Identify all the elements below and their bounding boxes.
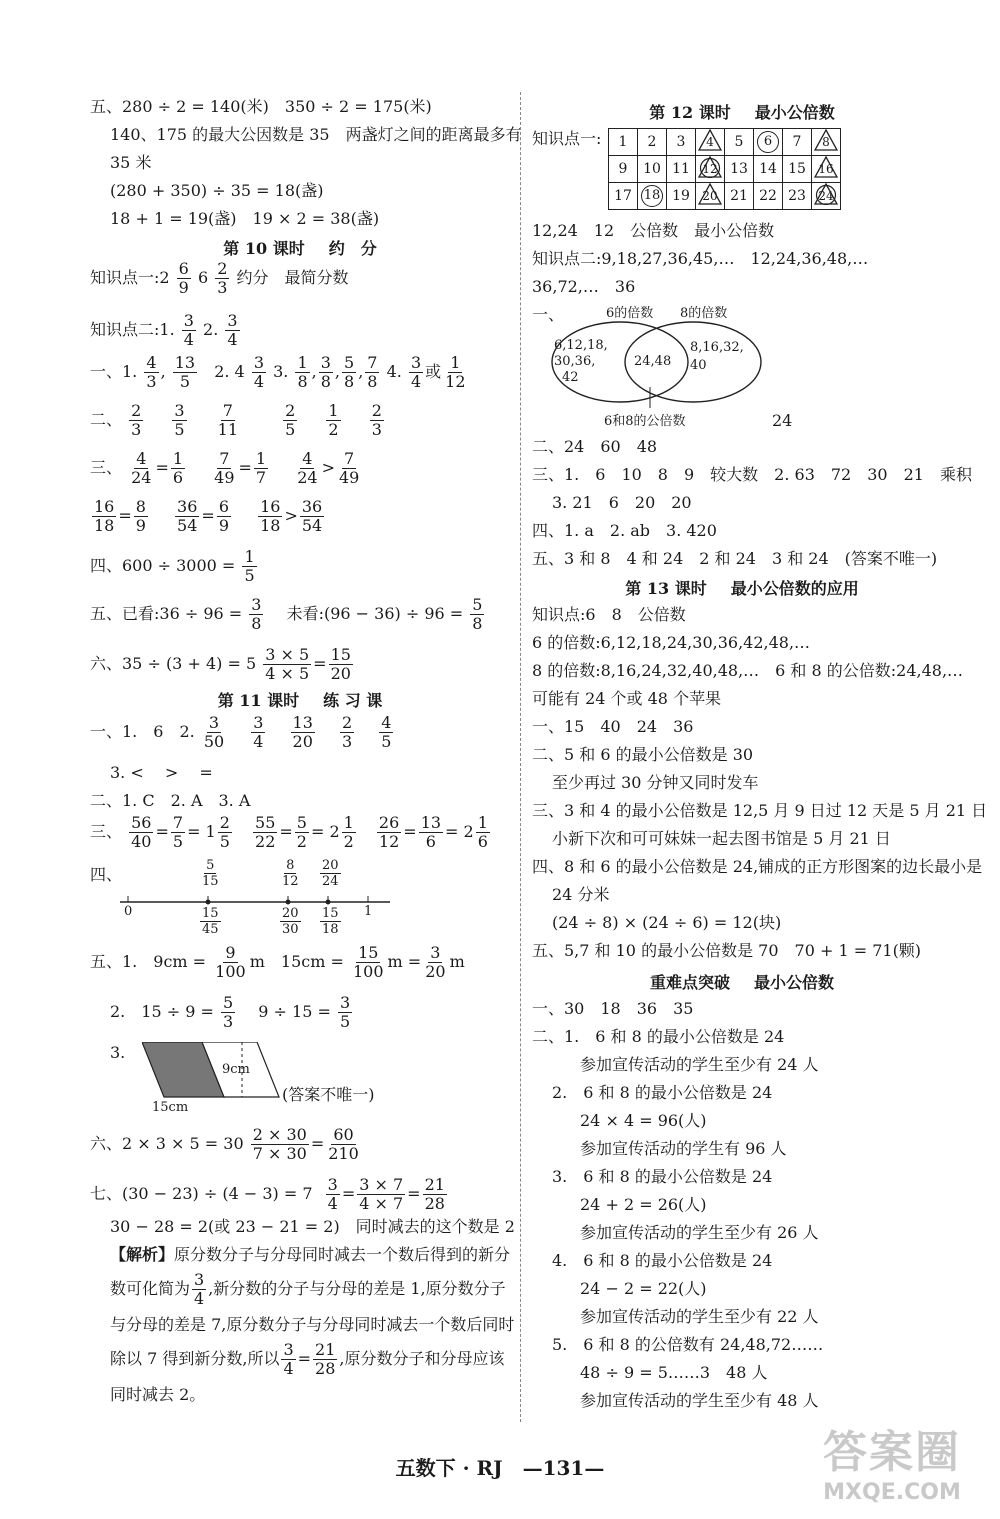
answer-line: 四、1. a 2. ab 3. 420 xyxy=(532,521,717,540)
fraction: $\frac{8}{12}$ xyxy=(282,858,299,889)
text: ,新分数的分子与分母的差是 1,原分数分子与分母的差是 7,原分数分子与分母同时减去一个数后同时除以 7 得到新分数,所以 xyxy=(110,1279,515,1368)
lesson-heading xyxy=(532,576,952,599)
text: 七、(30 − 23) ÷ (4 − 3) = 7 xyxy=(90,1184,313,1203)
text: 2. xyxy=(203,320,219,339)
text: 一、1. xyxy=(90,362,138,381)
fraction: $\frac{4}{3}$ xyxy=(146,353,157,391)
venn-answer: 24 xyxy=(772,411,793,430)
lesson-heading xyxy=(532,100,952,123)
question-6 xyxy=(90,646,355,683)
fraction: $\frac{3}{4}$ xyxy=(253,713,264,751)
fraction: $\frac{2}{3}$ xyxy=(371,401,382,439)
text: = xyxy=(341,1184,356,1203)
fraction: $\frac{5}{8}$ xyxy=(472,595,483,633)
right-column xyxy=(532,92,988,1422)
fraction: $\frac{20}{30}$ xyxy=(282,906,299,937)
fraction: $\frac{3}{5}$ xyxy=(174,401,185,439)
text: = xyxy=(310,1134,325,1153)
text: 一、1. 6 2. xyxy=(90,722,195,741)
grid-cell-triangle: 20 xyxy=(696,183,725,210)
grid-cell: 5 xyxy=(725,129,754,156)
question-4 xyxy=(90,548,259,585)
fraction: $\frac{26}{12}$ xyxy=(378,813,400,851)
fraction: $\frac{3}{4}$ xyxy=(410,353,422,391)
fraction: $\frac{16}{18}$ xyxy=(260,497,281,535)
practice-q5-2 xyxy=(110,994,354,1031)
fraction: $\frac{1}{6}$ xyxy=(172,449,184,487)
fraction: $\frac{4}{5}$ xyxy=(381,713,392,751)
fraction: $\frac{36}{54}$ xyxy=(177,497,198,535)
fraction: $\frac{9}{100}$ xyxy=(215,943,246,981)
answer-line: 可能有 24 个或 48 个苹果 xyxy=(532,689,722,708)
fraction: $\frac{3}{4}$ xyxy=(194,1270,205,1308)
fraction: $\frac{56}{40}$ xyxy=(131,813,152,851)
answer-line: 3. 6 和 8 的最小公倍数是 24 xyxy=(552,1167,773,1186)
answer-line: 36,72,… 36 xyxy=(532,277,636,296)
fraction: $\frac{8}{9}$ xyxy=(135,497,146,535)
knowledge-point-1 xyxy=(90,260,349,297)
fraction: $\frac{1}{8}$ xyxy=(297,353,308,391)
text: 知识点一:2 xyxy=(90,268,170,287)
text: 三、 xyxy=(90,458,123,477)
fraction: $\frac{2}{3}$ xyxy=(131,401,142,439)
text: 原分数分子与分母同时减去一个数后得到的新分数可化简为 xyxy=(110,1245,511,1298)
answer-line: 参加宣传活动的学生至少有 22 人 xyxy=(580,1307,819,1326)
text: 六、2 × 3 × 5 = 30 xyxy=(90,1134,244,1153)
lesson-title: 最小公倍数 xyxy=(754,973,835,992)
grid-cell-circle: 18 xyxy=(638,183,667,210)
text: = xyxy=(313,654,327,673)
text: m = xyxy=(387,952,422,971)
grid-cell: 15 xyxy=(783,156,812,183)
practice-q1-3: 3. < > = xyxy=(110,763,213,782)
fraction: $\frac{21}{28}$ xyxy=(424,1175,445,1213)
text: 三、 xyxy=(90,822,123,841)
fraction: $\frac{7}{8}$ xyxy=(367,353,378,391)
venn-label: 一、 xyxy=(532,305,565,324)
watermark-url: MXQE.COM xyxy=(823,1480,961,1505)
text: 二、 xyxy=(90,410,123,429)
fraction: $\frac{16}{18}$ xyxy=(94,497,115,535)
answer-line: 参加宣传活动的学生至少有 26 人 xyxy=(580,1223,819,1242)
grid-cell: 21 xyxy=(725,183,754,210)
fraction: $\frac{2}{5}$ xyxy=(219,813,230,851)
left-column xyxy=(90,92,522,1422)
answer-line: 3. 21 6 20 20 xyxy=(552,493,692,512)
dimension-label: 9cm xyxy=(222,1062,250,1077)
lesson-heading xyxy=(532,970,952,993)
answer-line: 24 + 2 = 26(人) xyxy=(580,1195,707,1214)
answer-line: 参加宣传活动的学生至少有 24 人 xyxy=(580,1055,819,1074)
answer-line: 2. 6 和 8 的最小公倍数是 24 xyxy=(552,1083,773,1102)
grid-cell: 2 xyxy=(638,129,667,156)
fraction: $\frac{3}{8}$ xyxy=(320,353,331,391)
parallelogram-figure xyxy=(142,1042,502,1122)
grid-cell: 22 xyxy=(754,183,783,210)
fraction: $\frac{4}{24}$ xyxy=(297,449,318,487)
grid-cell-triangle: 4 xyxy=(696,129,725,156)
column-divider xyxy=(520,92,521,1422)
fraction: $\frac{2}{3}$ xyxy=(342,713,353,751)
text: m xyxy=(449,952,465,971)
fraction: $\frac{3}{8}$ xyxy=(251,595,262,633)
number-grid xyxy=(608,128,841,210)
answer-line: 至少再过 30 分钟又同时发车 xyxy=(552,773,759,792)
fraction: $\frac{13}{5}$ xyxy=(174,353,196,391)
venn-set-label: 8的倍数 xyxy=(680,306,728,321)
answer-line: 四、8 和 6 的最小公倍数是 24,铺成的正方形图案的边长最小是 xyxy=(532,857,983,876)
lesson-heading xyxy=(90,236,510,259)
lesson-number: 第 13 课时 xyxy=(625,579,707,598)
answer-line: 6 的倍数:6,12,18,24,30,36,42,48,… xyxy=(532,633,811,652)
text: = xyxy=(155,458,169,477)
answer-line: 参加宣传活动的学生有 96 人 xyxy=(580,1139,787,1158)
knowledge-point-2 xyxy=(90,312,242,349)
grid-cell-triangle: 16 xyxy=(812,156,841,183)
lesson-number: 第 10 课时 xyxy=(223,239,305,258)
venn-text: 42 xyxy=(562,370,579,385)
fraction: $\frac{3}{4}$ xyxy=(283,1340,294,1378)
question-5 xyxy=(90,596,486,633)
fraction: $\frac{6}{9}$ xyxy=(218,497,229,535)
venn-text: 40 xyxy=(690,358,707,373)
knowledge-point-1-label: 知识点一: xyxy=(532,129,602,148)
tick-label: 0 xyxy=(124,904,133,919)
practice-q5-1 xyxy=(90,944,465,981)
text: = xyxy=(407,1184,421,1203)
lesson-title: 约 分 xyxy=(328,239,377,258)
venn-text: 30,36, xyxy=(554,354,596,369)
text: m 15cm = xyxy=(249,952,344,971)
fraction: $\frac{3}{4}$ xyxy=(227,311,238,349)
answer-line: 一、30 18 36 35 xyxy=(532,999,694,1018)
fraction: $\frac{1}{7}$ xyxy=(255,449,267,487)
grid-cell: 13 xyxy=(725,156,754,183)
lesson-number: 第 11 课时 xyxy=(217,691,300,710)
grid-cell: 11 xyxy=(667,156,696,183)
grid-cell: 17 xyxy=(609,183,638,210)
practice-q4-label: 四、 xyxy=(90,865,123,884)
answer-line: 48 ÷ 9 = 5……3 48 人 xyxy=(580,1363,768,1382)
fraction: $\frac{5}{2}$ xyxy=(296,813,307,851)
fraction: $\frac{3}{4}$ xyxy=(253,353,264,391)
watermark-text: 答案圈 xyxy=(823,1427,961,1478)
fraction: $\frac{7}{49}$ xyxy=(338,449,360,487)
fraction: $\frac{1}{5}$ xyxy=(244,547,255,585)
text: = xyxy=(297,1349,312,1368)
answer-line: 4. 6 和 8 的最小公倍数是 24 xyxy=(552,1251,773,1270)
question-3-row-1 xyxy=(90,450,363,487)
text: 六、35 ÷ (3 + 4) = 5 xyxy=(90,654,257,673)
text: > xyxy=(321,458,335,477)
practice-q5-3-label: 3. xyxy=(110,1043,126,1062)
answer-line: 五、280 ÷ 2 = 140(米) 350 ÷ 2 = 175(米) xyxy=(90,97,432,116)
answer-line: 参加宣传活动的学生至少有 48 人 xyxy=(580,1391,819,1410)
answer-line: 18 + 1 = 19(盏) 19 × 2 = 38(盏) xyxy=(110,209,380,228)
fraction: $\frac{36}{54}$ xyxy=(301,497,323,535)
analysis-tag: 【解析】 xyxy=(110,1245,175,1264)
number-line xyxy=(120,858,420,942)
grid-cell: 3 xyxy=(667,129,696,156)
fraction: $\frac{3}{4}$ xyxy=(183,311,194,349)
text: 五、已看:36 ÷ 96 = xyxy=(90,604,243,623)
question-2 xyxy=(90,402,386,439)
text: 4. xyxy=(386,362,402,381)
practice-q7 xyxy=(90,1176,449,1213)
text: = xyxy=(201,506,215,525)
answer-line: 小新下次和可可妹妹一起去图书馆是 5 月 21 日 xyxy=(552,829,891,848)
answer-line: (280 + 350) ÷ 35 = 18(盏) xyxy=(110,181,324,200)
answer-line: 8 的倍数:8,16,24,32,40,48,… 6 和 8 的公倍数:24,48,… xyxy=(532,661,964,680)
fraction: $\frac{1}{6}$ xyxy=(477,813,488,851)
text: 或 xyxy=(425,362,442,381)
answer-line: 二、5 和 6 的最小公倍数是 30 xyxy=(532,745,754,764)
fraction: $\frac{5}{15}$ xyxy=(202,858,219,889)
fraction: $\frac{1}{2}$ xyxy=(328,401,339,439)
question-1: 一、1. $\frac{4}{3}$ , $\frac{13}{5}$ 2. 4 $\frac{3}{4}$ 3. $\frac{1}{8}$ , $\frac{3}{8}$ , $\frac{5}{8}$ , $\frac{7}{8}$ 4. $\frac{3}{4}$ 或 $\frac{1}{12}$ xyxy=(90,353,466,391)
fraction: $\frac{1}{2}$ xyxy=(343,813,354,851)
answer-line: 12,24 12 公倍数 最小公倍数 xyxy=(532,221,775,240)
watermark-logo xyxy=(802,1416,982,1505)
answer-line: 五、3 和 8 4 和 24 2 和 24 3 和 24 (答案不唯一) xyxy=(532,549,938,568)
grid-cell: 7 xyxy=(783,129,812,156)
fraction: $\frac{15}{20}$ xyxy=(330,645,351,683)
practice-q3: 三、 $\frac{56}{40}$ = $\frac{7}{5}$ = 1 $\frac{2}{5}$ $\frac{55}{22}$ = $\frac{5}{2}$ = 2 $\frac{1}{2}$ $\frac{26}{12}$ = $\frac{13}{6}$ = 2 $\frac{1}{6}$ xyxy=(90,813,488,851)
answer-line: 二、24 60 48 xyxy=(532,437,658,456)
answer-line: 140、175 的最大公因数是 35 两盏灯之间的距离最多有 xyxy=(110,125,522,144)
grid-cell-circle: 6 xyxy=(754,129,783,156)
text: ,原分数分子和分母应该同时减去 2。 xyxy=(110,1349,505,1404)
text: 未看:(96 − 36) ÷ 96 = xyxy=(270,604,464,623)
fraction: $\frac{15}{18}$ xyxy=(322,906,339,937)
fraction: $\frac{7}{5}$ xyxy=(172,813,184,851)
venn-caption: 6和8的公倍数 xyxy=(604,414,686,429)
text: = xyxy=(238,458,252,477)
text: 9 ÷ 15 = xyxy=(242,1002,331,1021)
lesson-number: 第 12 课时 xyxy=(649,103,731,122)
text: 2. 4 xyxy=(214,362,245,381)
fraction: $\frac{15}{100}$ xyxy=(352,943,384,981)
answer-line: 5. 6 和 8 的公倍数有 24,48,72…… xyxy=(552,1335,824,1354)
text: = xyxy=(118,506,132,525)
grid-cell: 9 xyxy=(609,156,638,183)
answer-line: 三、3 和 4 的最小公倍数是 12,5 月 9 日过 12 天是 5 月 21 日 xyxy=(532,801,988,820)
answer-line: 一、15 40 24 36 xyxy=(532,717,694,736)
fraction: $\frac{13}{6}$ xyxy=(420,813,442,851)
fraction: $\frac{3}{20}$ xyxy=(425,943,446,981)
lesson-number: 重难点突破 xyxy=(649,973,730,992)
venn-set-label: 6的倍数 xyxy=(606,306,654,321)
fraction: $\frac{2}{5}$ xyxy=(285,401,296,439)
number-line-graphic xyxy=(120,862,420,942)
grid-cell-circle-triangle: 24 xyxy=(812,183,841,210)
text: 四、600 ÷ 3000 = xyxy=(90,556,236,575)
fraction: $\frac{1}{12}$ xyxy=(445,353,466,391)
fraction: $\frac{3 \times 7}{4 \times 7}$ xyxy=(359,1175,404,1213)
grid-cell-triangle: 8 xyxy=(812,129,841,156)
lesson-title: 最小公倍数的应用 xyxy=(730,579,859,598)
answer-line: 24 − 2 = 22(人) xyxy=(580,1279,707,1298)
venn-text: 24,48 xyxy=(634,354,672,369)
text: 6 xyxy=(197,268,209,287)
answer-line: 二、1. 6 和 8 的最小公倍数是 24 xyxy=(532,1027,785,1046)
grid-cell: 23 xyxy=(783,183,812,210)
fraction: $\frac{7}{11}$ xyxy=(217,401,239,439)
grid-cell: 14 xyxy=(754,156,783,183)
dimension-label: 15cm xyxy=(152,1100,189,1115)
note: (答案不唯一) xyxy=(282,1085,375,1104)
answer-line: 三、1. 6 10 8 9 较大数 2. 63 72 30 21 乘积 xyxy=(532,465,972,484)
answer-line: 24 × 4 = 96(人) xyxy=(580,1111,707,1130)
fraction: $\frac{5}{8}$ xyxy=(344,353,355,391)
venn-text: 6,12,18, xyxy=(554,338,608,353)
fraction: $\frac{55}{22}$ xyxy=(255,813,276,851)
fraction: $\frac{20}{24}$ xyxy=(322,858,339,889)
fraction: $\frac{5}{3}$ xyxy=(222,993,234,1031)
question-3-row-2 xyxy=(90,498,326,535)
fraction: $\frac{60}{210}$ xyxy=(328,1125,359,1163)
fraction: $\frac{21}{28}$ xyxy=(315,1340,336,1378)
page-footer: 五数下 · RJ —131— xyxy=(395,1456,605,1480)
answer-line: 35 米 xyxy=(110,153,152,172)
practice-q2: 二、1. C 2. A 3. A xyxy=(90,791,251,810)
grid-cell: 1 xyxy=(609,129,638,156)
text: 约分 最简分数 xyxy=(236,268,349,287)
answer-line: 五、5,7 和 10 的最小公倍数是 70 70 + 1 = 71(颗) xyxy=(532,941,922,960)
fraction: $\frac{2 \times 30}{7 \times 30}$ xyxy=(252,1125,307,1163)
fraction: $\frac{7}{49}$ xyxy=(214,449,235,487)
grid-cell-circle-triangle: 12 xyxy=(696,156,725,183)
practice-q7-line2: 30 − 28 = 2(或 23 − 21 = 2) 同时减去的这个数是 2 xyxy=(110,1217,515,1236)
fraction: $\frac{3}{5}$ xyxy=(339,993,351,1031)
venn-text: 8,16,32, xyxy=(690,340,744,355)
lesson-heading xyxy=(90,688,510,711)
answer-line: 24 分米 xyxy=(552,885,610,904)
grid-cell: 10 xyxy=(638,156,667,183)
venn-diagram xyxy=(550,302,780,432)
text: 知识点二:1. xyxy=(90,320,175,339)
lesson-title: 练 习 课 xyxy=(323,691,383,710)
fraction: $\frac{6}{9}$ xyxy=(178,259,189,297)
fraction: $\frac{3 \times 5}{4 \times 5}$ xyxy=(265,645,310,683)
lesson-title: 最小公倍数 xyxy=(754,103,835,122)
fraction: $\frac{4}{24}$ xyxy=(131,449,152,487)
fraction: $\frac{3}{50}$ xyxy=(203,713,225,751)
answer-line: 知识点:6 8 公倍数 xyxy=(532,605,686,624)
tick-label: 1 xyxy=(364,904,373,919)
text: 五、1. 9cm = xyxy=(90,952,207,971)
analysis-paragraph xyxy=(110,1238,515,1411)
text: 2. 15 ÷ 9 = xyxy=(110,1002,214,1021)
fraction: $\frac{13}{20}$ xyxy=(292,713,313,751)
fraction: $\frac{2}{3}$ xyxy=(217,259,228,297)
parallelogram-graphic xyxy=(142,1042,282,1104)
practice-q6 xyxy=(90,1126,363,1163)
text: > xyxy=(284,506,298,525)
answer-line: 知识点二:9,18,27,36,45,… 12,24,36,48,… xyxy=(532,249,869,268)
practice-q1 xyxy=(90,714,395,751)
fraction: $\frac{15}{45}$ xyxy=(202,906,219,937)
grid-cell: 19 xyxy=(667,183,696,210)
text: 3. xyxy=(273,362,289,381)
answer-line: (24 ÷ 8) × (24 ÷ 6) = 12(块) xyxy=(552,913,782,932)
fraction: $\frac{3}{4}$ xyxy=(327,1175,338,1213)
